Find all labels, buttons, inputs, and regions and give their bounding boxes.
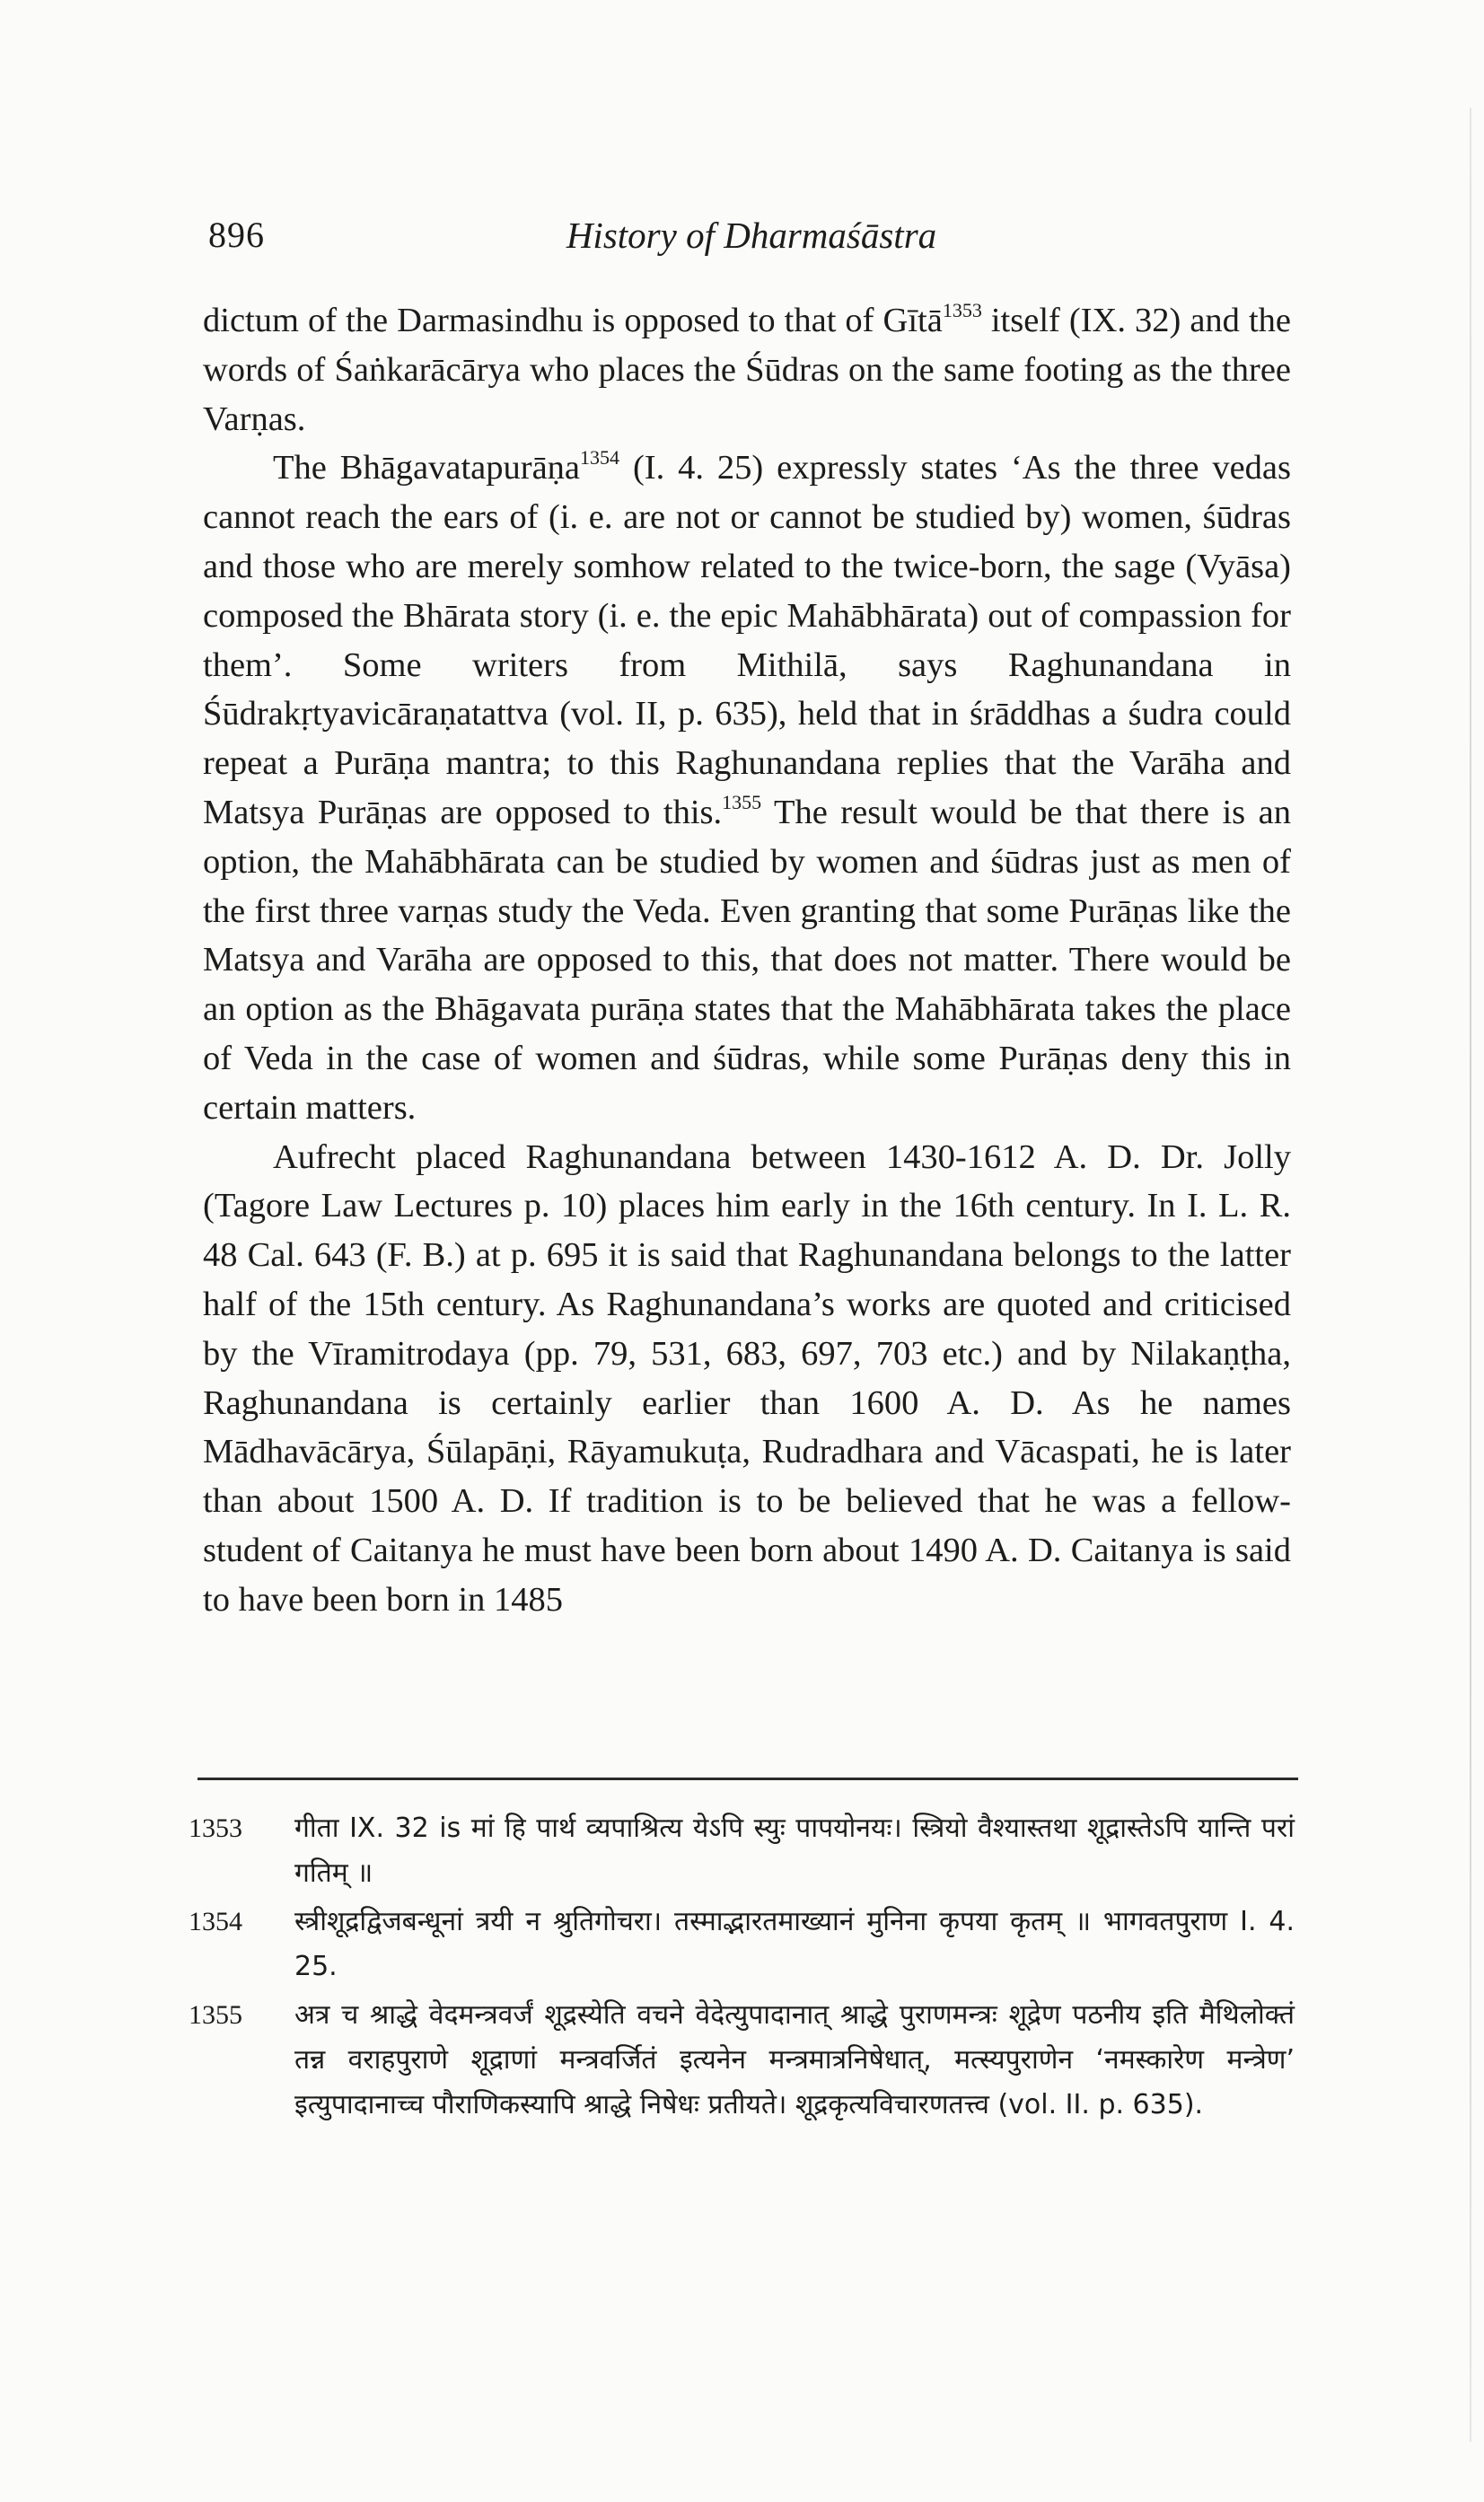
scan-edge-line xyxy=(1470,108,1471,2442)
footnote xyxy=(189,1806,1295,1896)
footnote-text: गीता IX. 32 is मां हि पार्थ व्यपाश्रित्य येऽपि स्युः पापयोनयः। स्त्रियो वैश्यास्तथा शूद्रास्तेऽपि यान्ति परां गतिम् ॥ xyxy=(294,1813,1295,1889)
paragraph-2-text-c: The result would be that there is an option, the Mahābhārata can be studied by women and śūdras just as men of the first three varṇas study the Veda. Even granting that some Purāṇas like the Matsya and Varāha are opposed to this, that does not matter. There would be an option as the Bhāgavata purāṇa states that the Mahābhārata takes the place of Veda in the case of women and śūdras, while some Purāṇas deny this in certain matters. xyxy=(203,793,1291,1127)
page-header xyxy=(208,214,1295,268)
footnote-number: 1354 xyxy=(189,1907,242,1936)
paragraph-3: Aufrecht placed Raghunandana between 1430-1612 A. D. Dr. Jolly (Tagore Law Lectures p. 10) places him early in the 16th century. In I. L. R. 48 Cal. 643 (F. B.) at p. 695 it is said that Raghunandana belongs to the latter half of the 15th century. As Raghunandana’s works are quoted and criticised by the Vīramitrodaya (pp. 79, 531, 683, 697, 703 etc.) and by Nilakaṇṭha, Raghunandana is certainly earlier than 1600 A. D. As he names Mādhavācārya, Śūlapāṇi, Rāyamukuṭa, Rudradhara and Vācaspati, he is later than about 1500 A. D. If tradition is to be believed that he was a fellow-student of Caitanya he must have been born about 1490 A. D. Caitanya is said to have been born in 1485 xyxy=(203,1137,1291,1619)
footnotes xyxy=(189,1806,1295,2131)
footnote-ref-1354: 1354 xyxy=(580,446,620,470)
paragraph-2 xyxy=(203,443,1291,1132)
footnote xyxy=(189,1993,1295,2128)
footnote-text: स्त्रीशूद्रद्विजबन्धूनां त्रयी न श्रुतिगोचरा। तस्माद्भारतमाख्यानं मुनिना कृपया कृतम् ॥ भागवतपुराण I. 4. 25. xyxy=(294,1906,1295,1982)
footnote-number: 1355 xyxy=(189,2000,242,2030)
paragraph-1-text-a: dictum of the Darmasindhu is opposed to that of Gītā xyxy=(203,302,943,339)
footnote-ref-1353: 1353 xyxy=(942,299,982,321)
paragraph-2-text-b: (I. 4. 25) expressly states ‘As the three vedas cannot reach the ears of (i. e. are not or cannot be studied by) women, śūdras and those who are merely somhow related to the twice-born, the sage (Vyāsa) composed the Bhārata story (i. e. the epic Mahābhārata) out of compassion for them’. Some writers from Mithilā, says Raghunandana in Śūdrakṛtyavicāraṇatattva (vol. II, p. 635), held that in śrāddhas a śudra could repeat a Purāṇa mantra; to this Raghunandana replies that the Varāha and Matsya Purāṇas are opposed to this. xyxy=(203,449,1291,831)
running-title: History of Dharmaśāstra xyxy=(566,215,937,256)
paragraph-2-text-a: The Bhāgavatapurāṇa xyxy=(273,449,581,487)
footnote-divider xyxy=(198,1778,1298,1780)
footnote xyxy=(189,1900,1295,1989)
paragraph-1 xyxy=(203,296,1291,443)
paragraph-1-text-b: itself (IX. 32) and the words of Śaṅkarācārya who places the Śūdras on the same footing as the three Varṇas. xyxy=(203,302,1292,438)
footnote-ref-1355: 1355 xyxy=(722,790,762,813)
main-text xyxy=(203,296,1291,1625)
footnote-number: 1353 xyxy=(189,1813,242,1843)
page-number: 896 xyxy=(208,215,265,255)
footnote-text: अत्र च श्राद्धे वेदमन्त्रवर्जं शूद्रस्येति वचने वेदेत्युपादानात् श्राद्धे पुराणमन्त्रः शूद्रेण पठनीय इति मैथिलोक्तं तन्न वराहपुराणे शूद्राणां मन्त्रवर्जितं इत्यनेन मन्त्रमात्रनिषेधात्, मत्स्यपुराणेन ‘नमस्कारेण मन्त्रेण’ इत्युपादानाच्च पौराणिकस्यापि श्राद्धे निषेधः प्रतीयते। शूद्रकृत्यविचारणतत्त्व (vol. II. p. 635). xyxy=(294,1999,1295,2120)
